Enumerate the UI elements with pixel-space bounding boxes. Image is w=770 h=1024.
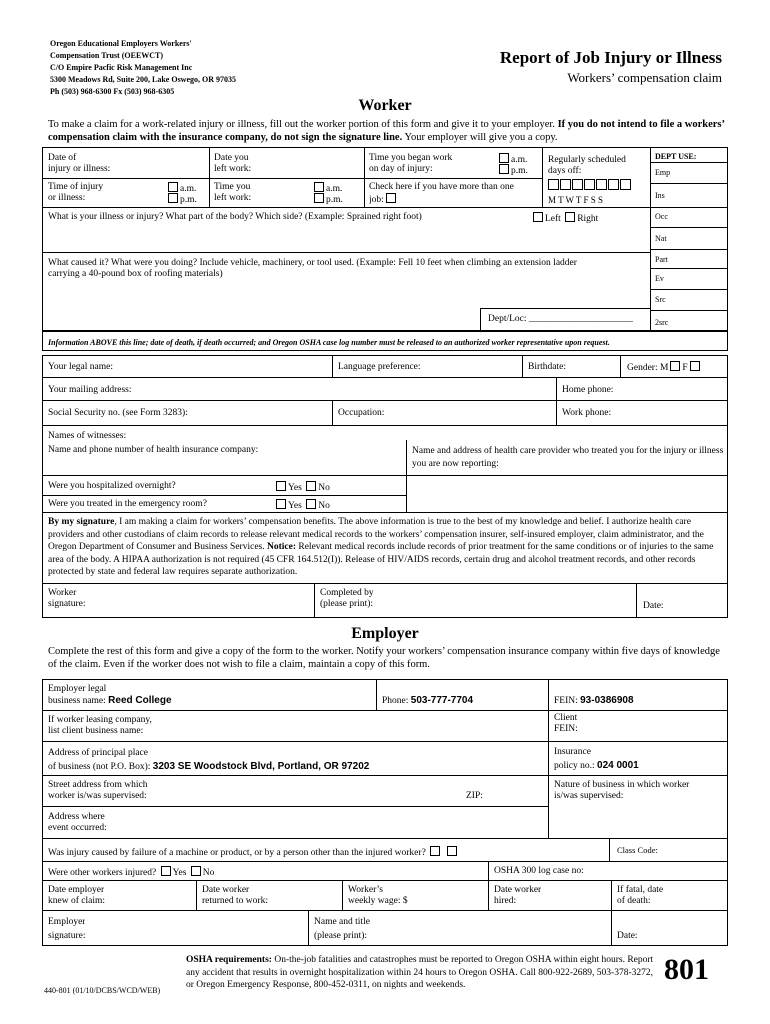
hospitalized-yes-checkbox[interactable] [276,481,286,491]
er-no-checkbox[interactable] [306,499,316,509]
other-workers-question: Were other workers injured? Yes No [48,868,215,878]
mailing-address-label: Your mailing address: [48,385,132,395]
employer-legal-name-value[interactable]: Reed College [108,695,172,706]
client-fein-label: Client FEIN: [554,713,578,734]
gender-f-checkbox[interactable] [690,361,700,371]
left-pm-checkbox[interactable] [314,193,324,203]
work-phone-label: Work phone: [562,408,612,418]
dept-nat: Nat [655,234,667,243]
time-began-work-label: Time you began work a.m. on day of injury: p.m. [369,153,528,175]
date-left-work-label: Date you left work: [214,153,252,174]
employer-legal-name-label: Employer legal business name: Reed College [48,684,172,706]
employer-phone-label: Phone: 503-777-7704 [382,695,474,706]
organization-address [50,38,236,98]
leasing-company-label: If worker leasing company, list client business name: [48,715,152,736]
employer-signature-label: Employer signature: [48,917,86,941]
injury-pm-checkbox[interactable] [168,193,178,203]
worker-section-title: Worker [358,97,412,114]
day-thu-checkbox[interactable] [584,179,595,190]
ssn-label: Social Security no. (see Form 3283): [48,408,188,418]
date-hired-label: Date worker hired: [494,885,542,906]
days-off-label: Regularly scheduled days off: [548,155,626,176]
day-fri-checkbox[interactable] [596,179,607,190]
day-mon-checkbox[interactable] [548,179,559,190]
er-question: Were you treated in the emergency room? Yes No [48,499,330,510]
right-side-checkbox[interactable] [565,212,575,222]
employer-intro: Complete the rest of this form and give a copy of the form to the worker. Notify your workers’ compensation insurance company within five days of knowledge of the claim. Even if the worker does not wish to file a claim, maintain a copy of this form. [48,646,720,670]
class-code-label: Class Code: [617,845,658,855]
org-line: Oregon Educational Employers Workers' [50,39,192,48]
legal-name-label: Your legal name: [48,362,113,372]
time-left-work-label: Time you a.m. left work: p.m. [214,182,343,204]
machine-yes-checkbox[interactable] [430,846,440,856]
intro-text: To make a claim for a work-related injury or illness, fill out the worker portion of this form and give it to your employer. [48,119,558,130]
began-pm-checkbox[interactable] [499,164,509,174]
org-line: Compensation Trust (OEEWCT) [50,51,164,60]
event-address-label: Address where event occurred: [48,812,107,833]
policy-number-value[interactable]: 024 0001 [597,760,639,771]
began-am-checkbox[interactable] [499,153,509,163]
signature-statement: By my signature, I am making a claim for workers’ compensation benefits. The above information is true to the best of my knowledge and belief. I authorize health care providers and other custodians of claim records to release relevant medical records to the workers’ compensation insurer, self-insured employer, claim administrator, and the Oregon Department of Consumer and Business Services. Notice: Relevant medical records include records of prior treatment for the same conditions or of injuries to the same area of the body. A HIPAA authorization is not required (45 CFR 164.512(I)). Release of HIV/AIDS records, certain drug and alcohol treatment records, and other records protected by state and federal law requires separate authorization. [48,517,714,577]
days-letters: M T W T F S S [548,195,604,205]
occupation-label: Occupation: [338,408,385,418]
weekly-wage-label: Worker’s weekly wage: $ [348,885,408,906]
cause-question: What caused it? What were you doing? Include vehicle, machinery, or tool used. (Example: Fell 10 feet when climbing an extension ladder carrying a 40-pound box of roofing materials) [48,258,577,279]
employer-phone-value[interactable]: 503-777-7704 [410,695,474,706]
principal-address-label: Address of principal place of business (not P.O. Box): 3203 SE Woodstock Blvd, Portland, OR 97202 [48,748,370,772]
release-notice: Information ABOVE this line; date of death, if death occurred; and Oregon OSHA case log number must be released to an authorized worker representative upon request. [48,338,610,347]
dept-occ: Occ [655,212,668,221]
form-subtitle: Workers’ compensation claim [567,70,722,86]
others-yes-checkbox[interactable] [161,866,171,876]
home-phone-label: Home phone: [562,385,614,395]
dept-ev: Ev [655,274,664,283]
worker-intro [48,118,728,144]
employer-section-title: Employer [351,625,419,642]
date-of-death-label: If fatal, date of death: [617,885,664,906]
hospitalized-question: Were you hospitalized overnight? Yes No [48,481,330,492]
employer-fein-label: FEIN: 93-0386908 [554,695,634,706]
illness-question: What is your illness or injury? What part of the body? Which side? (Example: Sprained right foot) Left Right [48,212,599,223]
form-title-block [500,48,722,86]
dept-2src: 2src [655,318,669,327]
date-of-injury-label: Date of injury or illness: [48,153,111,174]
day-tue-checkbox[interactable] [560,179,571,190]
day-sun-checkbox[interactable] [620,179,631,190]
form-big-number: 801 [664,953,709,986]
day-wed-checkbox[interactable] [572,179,583,190]
gender-m-checkbox[interactable] [670,361,680,371]
gender-field: Gender: M F [627,361,727,374]
more-job-checkbox[interactable] [386,193,396,203]
dept-loc-field[interactable]: Dept/Loc: ______________________ [488,314,634,324]
time-of-injury-label: Time of injury a.m. or illness: p.m. [48,182,197,204]
left-am-checkbox[interactable] [314,182,324,192]
day-sat-checkbox[interactable] [608,179,619,190]
form-title: Report of Job Injury or Illness [499,48,722,67]
dept-use-title: DEPT USE: [655,152,697,161]
intro-end-text: Your employer will give you a copy. [402,132,558,143]
birthdate-label: Birthdate: [528,362,566,372]
health-insurance-label: Name and phone number of health insurance company: [48,445,259,455]
osha-requirements: OSHA requirements: On-the-job fatalities and catastrophes must be reported to Oregon OSHA within eight hours. Report any accident that results in overnight hospitalization within 24 hours to Oregon OSHA. Call 800-922-2689, 503-378-3272, or Oregon Emergency Response, 800-452-0311, on nights and weekends. [186,955,654,990]
left-side-checkbox[interactable] [533,212,543,222]
dept-src: Src [655,295,666,304]
policy-number-label: Insurance policy no.: 024 0001 [554,747,639,771]
nature-of-business-label: Nature of business in which worker is/was supervised: [554,780,690,801]
supervised-address-label: Street address from which worker is/was supervised: ZIP: [48,780,483,801]
witnesses-label: Names of witnesses: [48,431,127,441]
org-line: Ph (503) 968-6300 Fx (503) 968-6305 [50,87,175,96]
health-provider-label: Name and address of health care provider who treated you for the injury or illness you are now reporting: [412,446,724,469]
form-number: 440-801 (01/10/DCBS/WCD/WEB) [44,986,161,995]
completed-by-label: Completed by (please print): [320,588,374,609]
employer-date-label: Date: [617,931,638,941]
org-line: C/O Empire Pacfic Risk Management Inc [50,63,193,72]
employer-fein-value[interactable]: 93-0386908 [580,695,634,706]
dept-emp: Emp [655,168,671,177]
dept-ins: Ins [655,191,665,200]
others-no-checkbox[interactable] [191,866,201,876]
injury-am-checkbox[interactable] [168,182,178,192]
principal-address-value[interactable]: 3203 SE Woodstock Blvd, Portland, OR 97202 [152,761,370,772]
date-returned-label: Date worker returned to work: [202,885,268,906]
dept-part: Part [655,255,668,264]
hospitalized-no-checkbox[interactable] [306,481,316,491]
osha-log-label: OSHA 300 log case no: [494,866,584,876]
org-line: 5300 Meadows Rd, Suite 200, Lake Oswego, OR 97035 [50,75,237,84]
machine-failure-question: Was injury caused by failure of a machine or product, or by a person other than the injured worker? [48,846,608,859]
worker-date-label: Date: [643,601,664,611]
machine-no-checkbox[interactable] [447,846,457,856]
more-than-one-job-label: Check here if you have more than one job: [369,182,514,205]
date-knew-label: Date employer knew of claim: [48,885,105,906]
employer-name-title-label: Name and title (please print): [314,917,370,941]
worker-signature-label: Worker signature: [48,588,86,609]
intro-bold-text: If you do not intend to file a workers’ compensation claim with the insurance company, do not sign the signature line. [48,119,725,143]
days-off-checkboxes [548,179,648,206]
er-yes-checkbox[interactable] [276,499,286,509]
language-label: Language preference: [338,362,421,372]
